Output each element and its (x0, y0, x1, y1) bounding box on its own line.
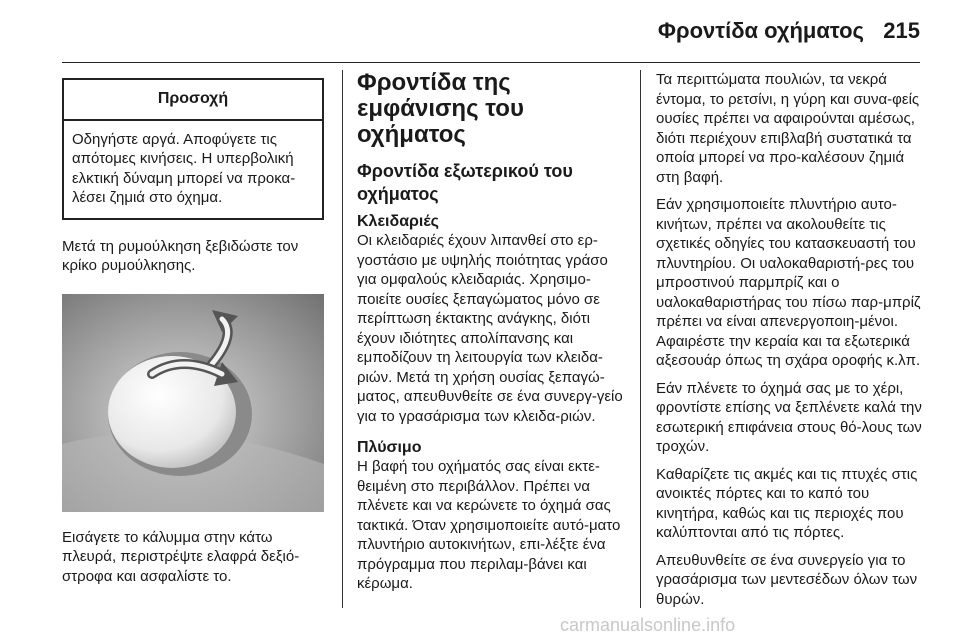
left-column (62, 70, 324, 594)
caution-box (62, 78, 324, 220)
locks-heading: Κλειδαριές (357, 213, 439, 230)
hand-wash-text: Εάν πλένετε το όχημά σας με το χέρι, φροντίστε επίσης να ξεπλένετε καλά την εσωτερική επιφάνεια στους θό-λους των τροχών. (656, 379, 922, 455)
middle-column (357, 70, 627, 606)
towing-eye-cover-illustration (62, 294, 324, 512)
page-number: 215 (883, 18, 920, 43)
locks-text: Οι κλειδαριές έχουν λιπανθεί στο ερ-γοστάσιο με υψηλής ποιότητας γράσο για ομφαλούς κλειδαριάς. Χρησιμο-ποιείτε ουσίες ξεπαγώματος μόνο σε περίπτωση έκτακτης ανάγκης, διότι έχουν ιδιότητες απολίπανσης και εμποδίζουν τη λειτουργία των κλειδα-ριών. Μετά τη χρήση ουσίας ξεπαγώ-ματος, απευθυνθείτε σε ένα συνεργ-γείο για το γρασάρισμα των κλειδα-ριών. (357, 232, 623, 425)
unscrew-instruction: Μετά τη ρυμούλκηση ξεβιδώστε τον κρίκο ρυμούλκησης. (62, 237, 299, 274)
hinge-greasing-text: Απευθυνθείτε σε ένα συνεργείο για το γρασάρισμα των μεντεσέδων όλων των θυρών. (656, 551, 918, 608)
right-column (656, 70, 926, 617)
car-wash-text: Εάν χρησιμοποιείτε πλυντήριο αυτο-κινήτων, πρέπει να ακολουθείτε τις σχετικές οδηγίες του κατασκευαστή του πλυντηρίου. Οι υαλοκαθαριστή-ρες του μπροστινού παρμπρίζ και ο υαλοκαθαριστήρας του πίσω παρ-μπρίζ πρέπει να είναι απενεργοποιη-μένοι. Αφαιρέστε την κεραία και τα εξωτερικά αξεσουάρ όπως τη σχάρα οροφής κ.λπ. (656, 196, 921, 369)
column-separator (342, 70, 343, 608)
caution-heading: Προσοχή (64, 80, 322, 121)
bird-droppings-text: Τα περιττώματα πουλιών, τα νεκρά έντομα, το ρετσίνι, η γύρη και συνα-φείς ουσίες πρέπει να αφαιρούνται αμέσως, διότι περιέχουν επιβλαβή συστατικά τα οποία μπορεί να προ-καλέσουν ζημιά στη βαφή. (656, 71, 920, 186)
watermark: carmanualsonline.info (560, 615, 736, 635)
running-title: Φροντίδα οχήματος (657, 18, 864, 43)
header-rule (62, 62, 920, 63)
column-separator (640, 70, 641, 608)
subsection-title: Φροντίδα εξωτερικού του οχήματος (357, 161, 573, 204)
washing-heading: Πλύσιμο (357, 439, 422, 456)
insert-cover-instruction: Εισάγετε το κάλυμμα στην κάτω πλευρά, περιστρέψτε ελαφρά δεξιό-στροφα και ασφαλίστε το. (62, 528, 300, 585)
caution-text: Οδηγήστε αργά. Αποφύγετε τις απότομες κινήσεις. Η υπερβολική ελκτική δύναμη μπορεί να προκα-λέσει ζημιά στο όχημα. (72, 130, 296, 206)
page-header (0, 0, 960, 66)
towing-eye-cover-photo (62, 294, 324, 512)
door-edges-text: Καθαρίζετε τις ακμές και τις πτυχές στις ανοικτές πόρτες και το καπό του κινητήρα, καθώς και τις περιοχές που καλύπτονται από τις πόρτες. (656, 465, 918, 541)
section-title: Φροντίδα της εμφάνισης του οχήματος (357, 69, 524, 148)
washing-text: Η βαφή του οχήματός σας είναι εκτε-θειμένη στο περιβάλλον. Πρέπει να πλένετε και να κερώνετε το όχημά σας τακτικά. Όταν χρησιμοποιείτε αυτό-ματο πλυντήριο αυτοκινήτων, επι-λέξτε ένα πρόγραμμα που περιλαμ-βάνει και κέρωμα. (357, 458, 621, 592)
